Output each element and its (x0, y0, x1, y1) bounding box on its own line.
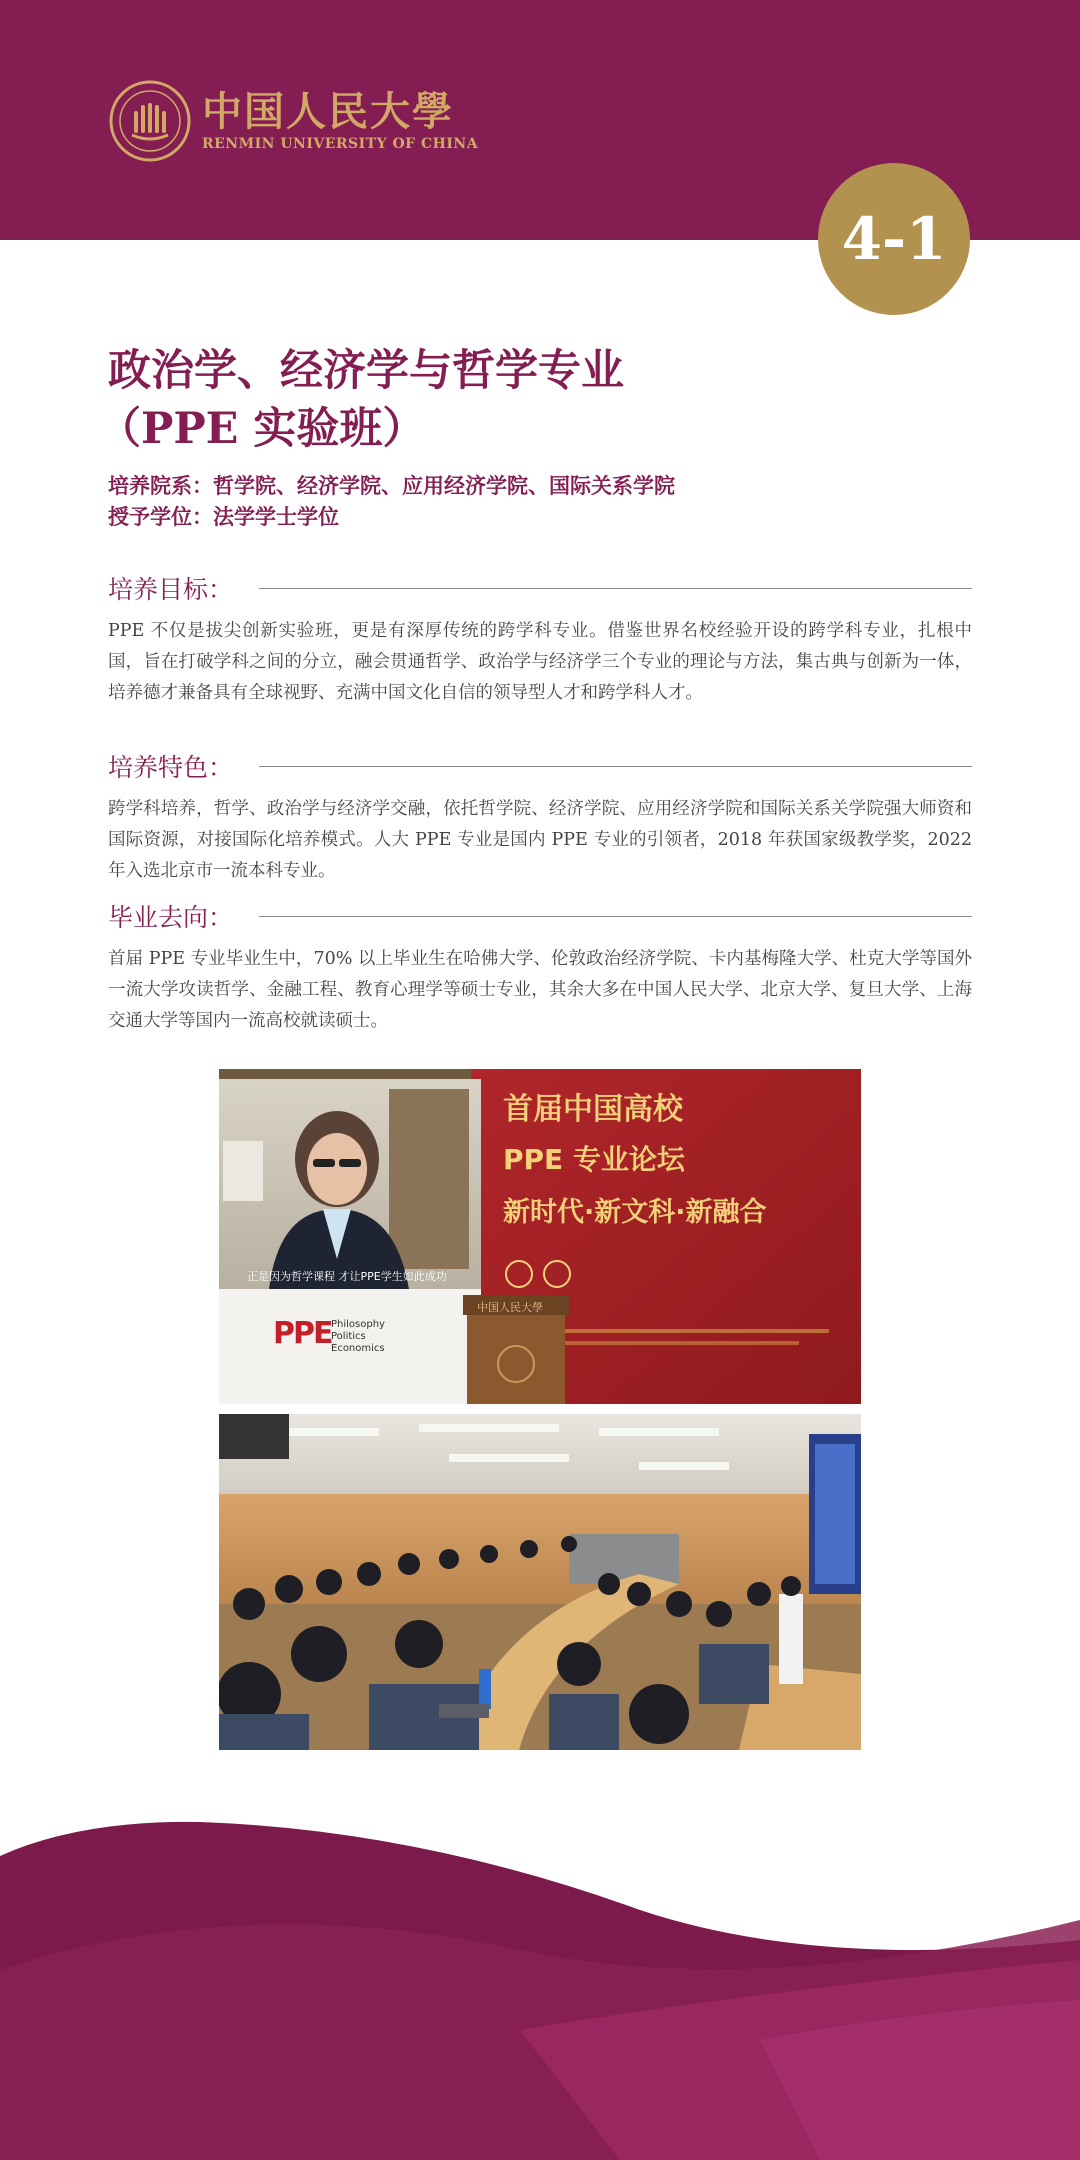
ppe-word-politics: Politics (331, 1331, 366, 1342)
section-careers (108, 896, 972, 1037)
section-title: 毕业去向： (108, 903, 234, 932)
banner-line-3: 新时代·新文科·新融合 (503, 1197, 767, 1228)
section-divider (259, 916, 972, 917)
lecture-hall-illustration (219, 1414, 861, 1750)
section-divider (259, 766, 972, 767)
section-title: 培养目标： (108, 575, 234, 604)
section-features (108, 746, 972, 887)
podium-text: 中国人民大學 (477, 1301, 543, 1314)
department-info: 培养院系：哲学院、经济学院、应用经济学院、国际关系学院 (108, 473, 675, 498)
logo-chinese-name: 中国人民大學 (202, 88, 454, 135)
university-seal-icon (108, 79, 192, 163)
banner-line-1: 首届中国高校 (503, 1092, 683, 1127)
ppe-logo-mark: PPE (273, 1316, 332, 1351)
section-body: PPE 不仅是拔尖创新实验班，更是有深厚传统的跨学科专业。借鉴世界名校经验开设的跨学科专业，扎根中国，旨在打破学科之间的分立，融会贯通哲学、政治学与经济学三个专业的理论与方法，集古典与创新为一体，培养德才兼备具有全球视野、充满中国文化自信的领导型人才和跨学科人才。 (108, 621, 972, 703)
lecture-hall-photo (219, 1414, 861, 1750)
logo-english-name: RENMIN UNIVERSITY OF CHINA (202, 136, 479, 152)
forum-photo (219, 1069, 861, 1404)
page-title (98, 342, 808, 458)
section-body: 首届 PPE 专业毕业生中，70% 以上毕业生在哈佛大学、伦敦政治经济学院、卡内基梅隆大学、杜克大学等国外一流大学攻读哲学、金融工程、教育心理学等硕士专业，其余大多在中国人民大学、北京大学、复旦大学、上海交通大学等国内一流高校就读硕士。 (108, 949, 972, 1031)
title-line-2: （PPE 实验班） (98, 404, 426, 454)
ppe-word-economics: Economics (331, 1343, 385, 1354)
program-meta (108, 470, 675, 532)
section-divider (259, 588, 972, 589)
section-title: 培养特色： (108, 753, 234, 782)
title-line-1: 政治学、经济学与哲学专业 (108, 346, 624, 396)
section-goals (108, 568, 972, 709)
banner-line-2: PPE 专业论坛 (503, 1143, 685, 1176)
section-body: 跨学科培养，哲学、政治学与经济学交融，依托哲学院、经济学院、应用经济学院和国际关系关学院强大师资和国际资源，对接国际化培养模式。人大 PPE 专业是国内 PPE 专业的引领者，2018 年获国家级教学奖，2022 年入选北京市一流本科专业。 (108, 799, 972, 881)
university-logo[interactable] (108, 78, 478, 164)
forum-photo-illustration (219, 1069, 861, 1404)
video-subtitle: 正是因为哲学课程 才让PPE学生如此成功 (247, 1270, 447, 1283)
bottom-wave-decoration (0, 1800, 1080, 2160)
page-number-badge: 4-1 (818, 163, 970, 315)
ppe-word-philosophy: Philosophy (331, 1319, 385, 1330)
degree-info: 授予学位：法学学士学位 (108, 504, 339, 529)
